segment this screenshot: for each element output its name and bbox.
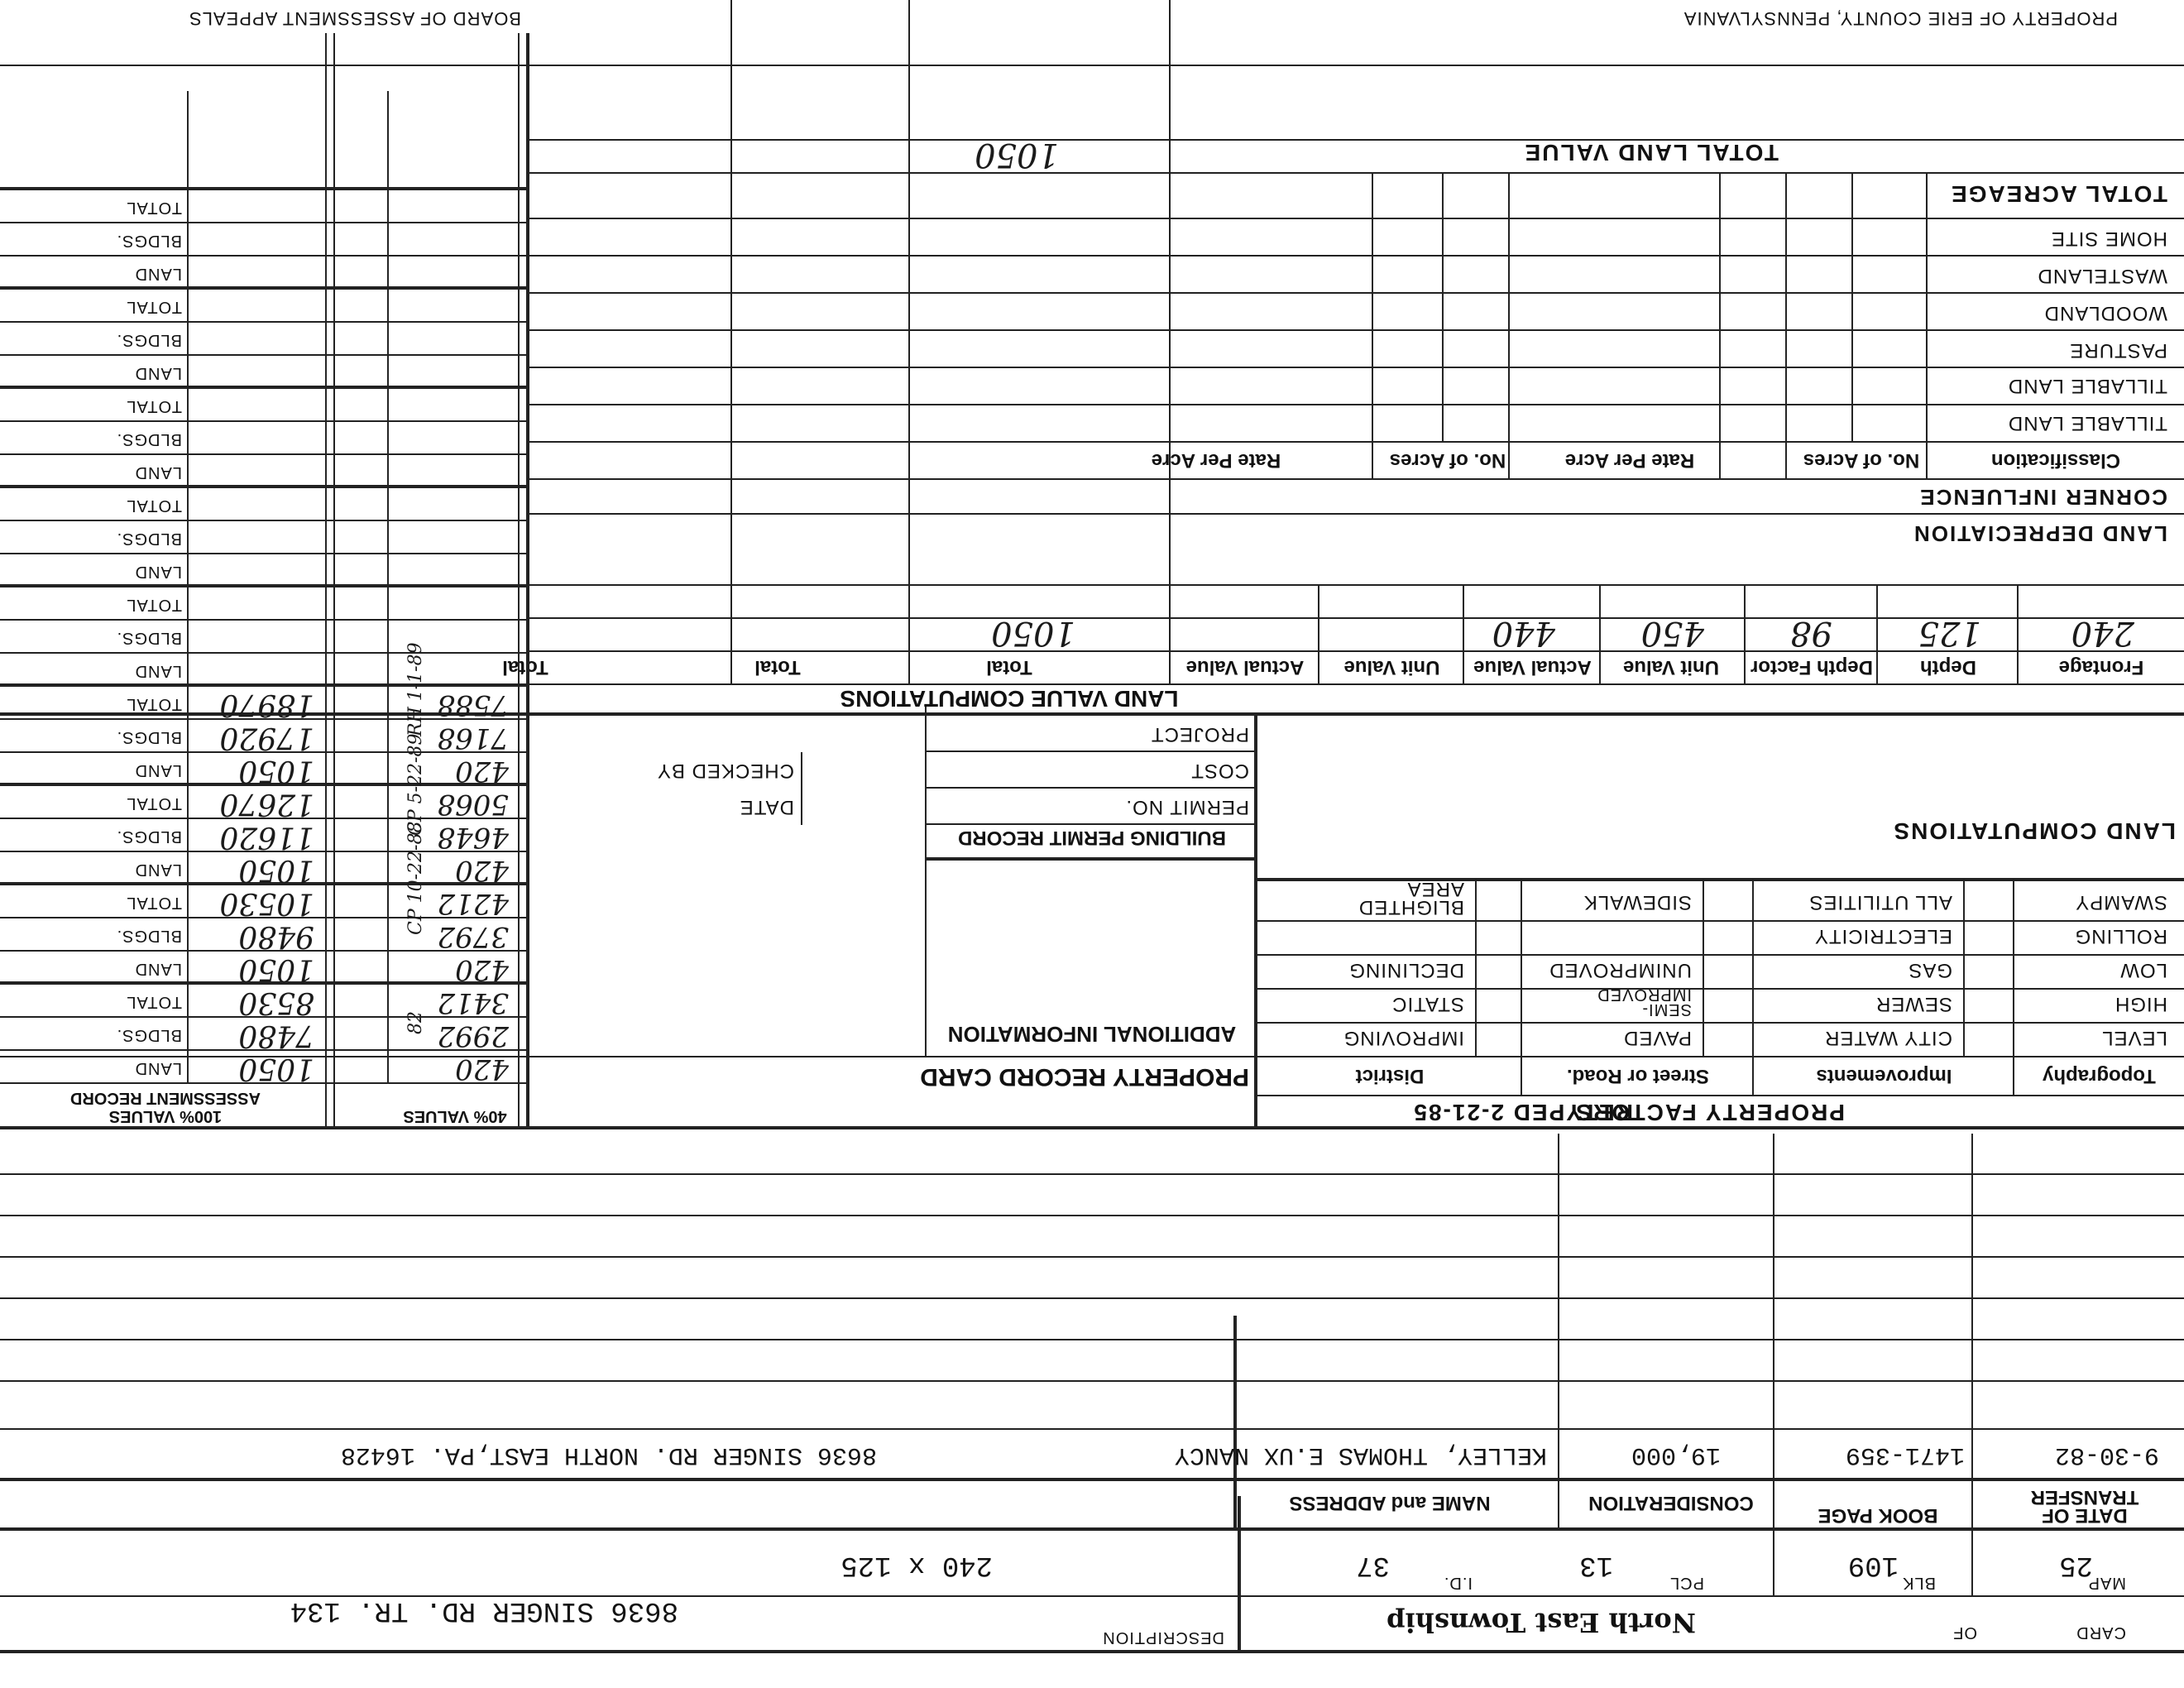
row-line	[529, 172, 2184, 174]
divider	[801, 752, 802, 825]
row-line	[1257, 988, 2184, 990]
assessment-row-label: TOTAL	[126, 695, 182, 713]
permit-no-label: PERMIT NO.	[1125, 796, 1249, 818]
hundred-percent-header	[8, 1089, 323, 1125]
divider	[1238, 1496, 1241, 1653]
assessment-row-label: BLDGS.	[116, 827, 182, 846]
row-line	[0, 1297, 2184, 1299]
assessment-row-label: LAND	[134, 960, 182, 978]
land-computations-title: LAND COMPUTATIONS	[1892, 818, 2176, 844]
classification-header: Classification	[1990, 449, 2121, 472]
row-line	[529, 367, 2184, 368]
assessment-40pct-value: 420	[455, 953, 509, 986]
assessment-100pct-value: 1050	[238, 754, 314, 788]
retyped-note: RETYPED 2-21-85	[1412, 1100, 1633, 1125]
factor-semi-improved: SEMI-IMPROVED	[1597, 985, 1692, 1019]
assessment-row-label: TOTAL	[126, 993, 182, 1011]
land-value-computations-title: LAND VALUE COMPUTATIONS	[840, 686, 1179, 712]
row-line	[529, 513, 2184, 515]
row-line	[0, 652, 529, 654]
assessment-row-label: LAND	[134, 861, 182, 879]
factor-sewer: SEWER	[1875, 993, 1952, 1015]
assessment-row-label: TOTAL	[126, 397, 182, 415]
factor-rolling: ROLLING	[2074, 925, 2167, 947]
section-line	[0, 1126, 2184, 1129]
rate-acre-header-1: Rate Per Acre	[1564, 449, 1695, 472]
row-line	[1257, 1095, 2184, 1096]
row-line	[0, 1527, 2184, 1531]
of-label: OF	[1952, 1623, 1977, 1642]
assessment-40pct-value: 3412	[437, 986, 509, 1019]
lv-actual-value: 440	[1492, 614, 1555, 652]
divider	[518, 33, 520, 1129]
book-page-header: BOOK PAGE	[1818, 1504, 1938, 1527]
improvements-header: Improvements	[1816, 1065, 1952, 1087]
factor-gas: GAS	[1908, 959, 1952, 981]
assessment-row-label: BLDGS.	[116, 430, 182, 448]
blk-label: BLK	[1902, 1574, 1936, 1592]
assessment-change-note: 82	[405, 1011, 426, 1034]
row-line	[529, 584, 2184, 586]
assessment-row-label: BLDGS.	[116, 530, 182, 548]
property-factors-title: PROPERTY FACTORS	[1574, 1100, 1845, 1125]
name-address-header: NAME and ADDRESS	[1289, 1492, 1491, 1514]
row-line	[529, 292, 2184, 294]
total-acreage-label: TOTAL ACREAGE	[1950, 181, 2167, 207]
card-label: CARD	[2076, 1623, 2126, 1642]
pcl-label: PCL	[1669, 1574, 1704, 1592]
assessment-40pct-value: 420	[455, 854, 509, 887]
assessment-row-label: LAND	[134, 563, 182, 581]
permit-checked-by-label: CHECKED BY	[656, 760, 794, 782]
assessment-40pct-value: 4212	[437, 887, 509, 920]
divider	[387, 91, 389, 1084]
assessment-100pct-value: 10530	[219, 886, 314, 920]
assessment-change-note: CP 10-22-88	[405, 821, 426, 935]
divider	[1599, 586, 1601, 685]
row-line	[927, 823, 1257, 825]
assessment-row-label: TOTAL	[126, 199, 182, 217]
assessment-row-label: TOTAL	[126, 894, 182, 912]
lv-frontage-header: Frontage	[2058, 656, 2144, 679]
top-edge-line	[0, 1650, 2184, 1653]
description-label: DESCRIPTION	[1102, 1628, 1224, 1647]
blk-value: 109	[1847, 1549, 1899, 1580]
class-home-site: HOME SITE	[2050, 228, 2167, 250]
assessment-row-label: LAND	[134, 463, 182, 482]
factor-swampy: SWAMPY	[2075, 891, 2167, 914]
row-line	[1257, 1056, 2184, 1057]
no-acres-header-1: No. of Acres	[1803, 449, 1920, 472]
district-header: District	[1355, 1065, 1425, 1087]
land-depreciation-label: LAND DEPRECIATION	[1913, 521, 2167, 546]
row-line	[529, 218, 2184, 219]
assessment-40pct-value: 420	[455, 755, 509, 788]
factor-blighted-area: BLIGHTED AREA	[1358, 878, 1464, 918]
assessment-row-label: LAND	[134, 1059, 182, 1077]
assessment-40pct-value: 4648	[437, 821, 509, 854]
row-line	[0, 453, 529, 455]
lv-depth-value: 125	[1918, 614, 1981, 652]
assessment-row-label: BLDGS.	[116, 927, 182, 945]
assessment-row-label: TOTAL	[126, 596, 182, 614]
row-line	[529, 139, 2184, 141]
row-line	[0, 1428, 2184, 1430]
assessment-100pct-value: 11620	[219, 820, 314, 854]
lv-unit-value: 450	[1640, 614, 1704, 652]
assessment-row-label: LAND	[134, 265, 182, 283]
lv-unit-value-header: Unit Value	[1622, 656, 1720, 679]
divider	[1508, 174, 1510, 480]
property-record-card-title: PROPERTY RECORD CARD	[920, 1063, 1249, 1091]
lot-dimensions: 240 x 125	[841, 1549, 993, 1580]
assessment-40pct-value: 3792	[437, 920, 509, 953]
row-line	[1257, 954, 2184, 956]
assessment-100pct-value: 12670	[219, 787, 314, 821]
row-line	[0, 222, 529, 223]
id-value: 37	[1356, 1549, 1390, 1580]
factor-city-water: CITY WATER	[1824, 1027, 1952, 1049]
divider	[1318, 586, 1320, 685]
topography-header: Topography	[2043, 1065, 2156, 1087]
factor-electricity: ELECTRICITY	[1813, 925, 1952, 947]
divider	[526, 33, 529, 1129]
factor-sidewalk: SIDEWALK	[1583, 891, 1692, 914]
row-line	[0, 1478, 2184, 1481]
map-label: MAP	[2087, 1574, 2126, 1592]
permit-cost-label: COST	[1190, 760, 1249, 782]
assessment-40pct-value: 5068	[437, 788, 509, 821]
row-line	[0, 286, 529, 290]
assessment-row-label: BLDGS.	[116, 629, 182, 647]
rate-acre-header-2: Rate Per Acre	[1151, 449, 1281, 472]
assessment-row-label: BLDGS.	[116, 331, 182, 349]
description-text: 8636 SINGER RD. TR. 134	[290, 1594, 678, 1626]
row-line	[529, 683, 2184, 685]
row-line	[529, 441, 2184, 443]
divider	[1703, 881, 1704, 1057]
row-line	[0, 386, 529, 389]
row-line	[0, 485, 529, 488]
assessment-row-label: BLDGS.	[116, 728, 182, 746]
divider	[1785, 174, 1787, 480]
assessment-100pct-value: 8530	[238, 985, 314, 1019]
divider	[1442, 174, 1444, 443]
row-line	[0, 1056, 1257, 1057]
assessment-row-label: BLDGS.	[116, 232, 182, 250]
row-line	[1257, 920, 2184, 922]
lv-total-header-2: Total	[754, 656, 801, 679]
row-line	[0, 712, 2184, 716]
divider	[1372, 174, 1373, 480]
assessment-40pct-value: 420	[455, 1053, 509, 1086]
assessment-row-label: BLDGS.	[116, 1026, 182, 1044]
class-pasture: PASTURE	[2069, 339, 2167, 362]
class-wasteland: WASTELAND	[2037, 265, 2167, 287]
factor-declining: DECLINING	[1348, 959, 1464, 981]
divider	[1926, 174, 1928, 480]
assessment-40pct-value: 7168	[437, 722, 509, 755]
lv-actual-value-header: Actual Value	[1473, 656, 1592, 679]
row-line	[0, 584, 529, 587]
divider	[1876, 586, 1878, 685]
owner-name: KELLEY, THOMAS E.UX NANCY	[1174, 1441, 1547, 1469]
total-land-value-label: TOTAL LAND VALUE	[1523, 140, 1779, 165]
total-land-value-amount: 1050	[975, 136, 1059, 174]
assessment-100pct-value: 9480	[238, 919, 314, 953]
divider	[1475, 881, 1477, 1057]
assessment-change-note: CP 5-22-89	[405, 733, 426, 836]
factor-static: STATIC	[1391, 993, 1464, 1015]
assessment-change-note: RH 1-1-89	[405, 642, 426, 736]
row-line	[529, 329, 2184, 331]
divider	[730, 0, 732, 685]
row-line	[529, 255, 2184, 257]
divider	[325, 33, 327, 1129]
assessment-100pct-value: 1050	[238, 952, 314, 986]
row-line	[0, 553, 529, 554]
lv-total-header-1: Total	[986, 656, 1032, 679]
book-page: 1471-359	[1845, 1441, 1965, 1469]
factor-level: LEVEL	[2101, 1027, 2167, 1049]
lv-total-header-3: Total	[502, 656, 548, 679]
permit-date-label: DATE	[739, 796, 794, 818]
divider	[1558, 1134, 1559, 1531]
row-line	[0, 354, 529, 356]
lv-unit-value-header-2: Unit Value	[1343, 656, 1440, 679]
divider	[333, 33, 335, 1129]
transfer-date: 9-30-82	[2054, 1441, 2159, 1469]
class-tillable-2: TILLABLE LAND	[2007, 375, 2167, 397]
row-line	[0, 321, 529, 323]
factor-high: HIGH	[2115, 993, 2167, 1015]
divider	[2017, 586, 2019, 685]
assessment-40pct-value: 7588	[437, 688, 509, 722]
row-line	[927, 787, 1257, 789]
divider	[908, 0, 910, 685]
assessment-row-label: LAND	[134, 364, 182, 382]
factor-improving: IMPROVING	[1343, 1027, 1464, 1049]
class-woodland: WOODLAND	[2043, 302, 2167, 324]
row-line	[0, 619, 529, 621]
divider	[1851, 174, 1853, 443]
owner-address: 8636 SINGER RD. NORTH EAST,PA. 16428	[340, 1441, 877, 1469]
transfer-date-header: DATE OF TRANSFER	[2030, 1486, 2139, 1527]
row-line	[927, 750, 1257, 752]
divider	[1463, 586, 1464, 685]
row-line	[0, 187, 529, 190]
divider	[187, 91, 189, 1084]
divider	[925, 707, 927, 1057]
assessment-100pct-value: 1050	[238, 1052, 314, 1086]
assessment-row-label: LAND	[134, 761, 182, 779]
factor-paved: PAVED	[1623, 1027, 1692, 1049]
permit-project-label: PROJECT	[1150, 723, 1249, 746]
assessment-record-title: ASSESSMENT RECORD	[69, 1089, 261, 1107]
lv-depth-factor-value: 98	[1790, 614, 1832, 652]
row-line	[0, 1256, 2184, 1258]
row-line	[0, 1173, 2184, 1175]
row-line	[529, 478, 2184, 480]
consideration-header: CONSIDERATION	[1588, 1492, 1754, 1514]
row-line	[1257, 878, 2184, 881]
row-line	[529, 404, 2184, 405]
divider	[1963, 881, 1965, 1057]
divider	[1233, 1316, 1237, 1531]
divider	[1744, 586, 1746, 685]
board-header: BOARD OF ASSESSMENT APPEALS	[189, 8, 521, 29]
factor-all-utilities: ALL UTILITIES	[1808, 891, 1952, 914]
assessment-40pct-value: 2992	[437, 1019, 509, 1053]
divider	[1719, 174, 1721, 480]
row-line	[927, 857, 1257, 861]
assessment-row-label: TOTAL	[126, 794, 182, 813]
assessment-100pct-value: 1050	[238, 853, 314, 887]
row-line	[1257, 1022, 2184, 1024]
row-line	[0, 1380, 2184, 1382]
factor-low: LOW	[2119, 959, 2167, 981]
factor-unimproved: UNIMPROVED	[1549, 959, 1692, 981]
assessment-row-label: TOTAL	[126, 496, 182, 515]
assessment-100pct-value: 7480	[238, 1019, 314, 1053]
row-line	[0, 255, 529, 257]
building-permit-title: BUILDING PERMIT RECORD	[958, 827, 1226, 849]
map-value: 25	[2059, 1549, 2093, 1580]
county-header: PROPERTY OF ERIE COUNTY, PENNSYLVANIA	[1683, 8, 2118, 29]
lv-depth-header: Depth	[1920, 656, 1976, 679]
assessment-row-label: LAND	[134, 662, 182, 680]
additional-information: ADDITIONAL INFORMATION	[947, 1022, 1237, 1047]
row-line	[0, 1215, 2184, 1216]
row-line	[0, 1595, 2184, 1597]
lv-depth-factor-header: Depth Factor	[1751, 656, 1874, 679]
lv-total-value: 1050	[991, 614, 1075, 652]
divider	[1773, 1134, 1774, 1531]
corner-influence-label: CORNER INFLUENCE	[1918, 485, 2167, 510]
lv-frontage-value: 240	[2071, 614, 2134, 652]
assessment-row-label: TOTAL	[126, 298, 182, 316]
assessment-100pct-value: 17920	[219, 721, 314, 755]
lv-actual-value-header-2: Actual Value	[1185, 656, 1305, 679]
row-line	[0, 420, 529, 422]
divider	[1169, 0, 1171, 685]
pcl-value: 13	[1579, 1549, 1613, 1580]
no-acres-header-2: No. of Acres	[1389, 449, 1506, 472]
hundred-percent-label: 100% VALUES	[108, 1107, 223, 1125]
consideration-value: 19,000	[1631, 1441, 1721, 1469]
divider	[1971, 1134, 1973, 1531]
row-line	[0, 683, 529, 687]
class-tillable-1: TILLABLE LAND	[2007, 412, 2167, 434]
row-line	[0, 520, 529, 521]
row-line	[0, 65, 2184, 66]
street-header: Street or Road.	[1566, 1065, 1710, 1087]
forty-percent-header: 40% VALUES	[403, 1107, 507, 1125]
row-line	[529, 617, 2184, 619]
township-name: North East Township	[1387, 1607, 1696, 1638]
row-line	[0, 1339, 2184, 1340]
id-label: I.D.	[1443, 1574, 1473, 1592]
assessment-100pct-value: 18970	[219, 688, 314, 722]
